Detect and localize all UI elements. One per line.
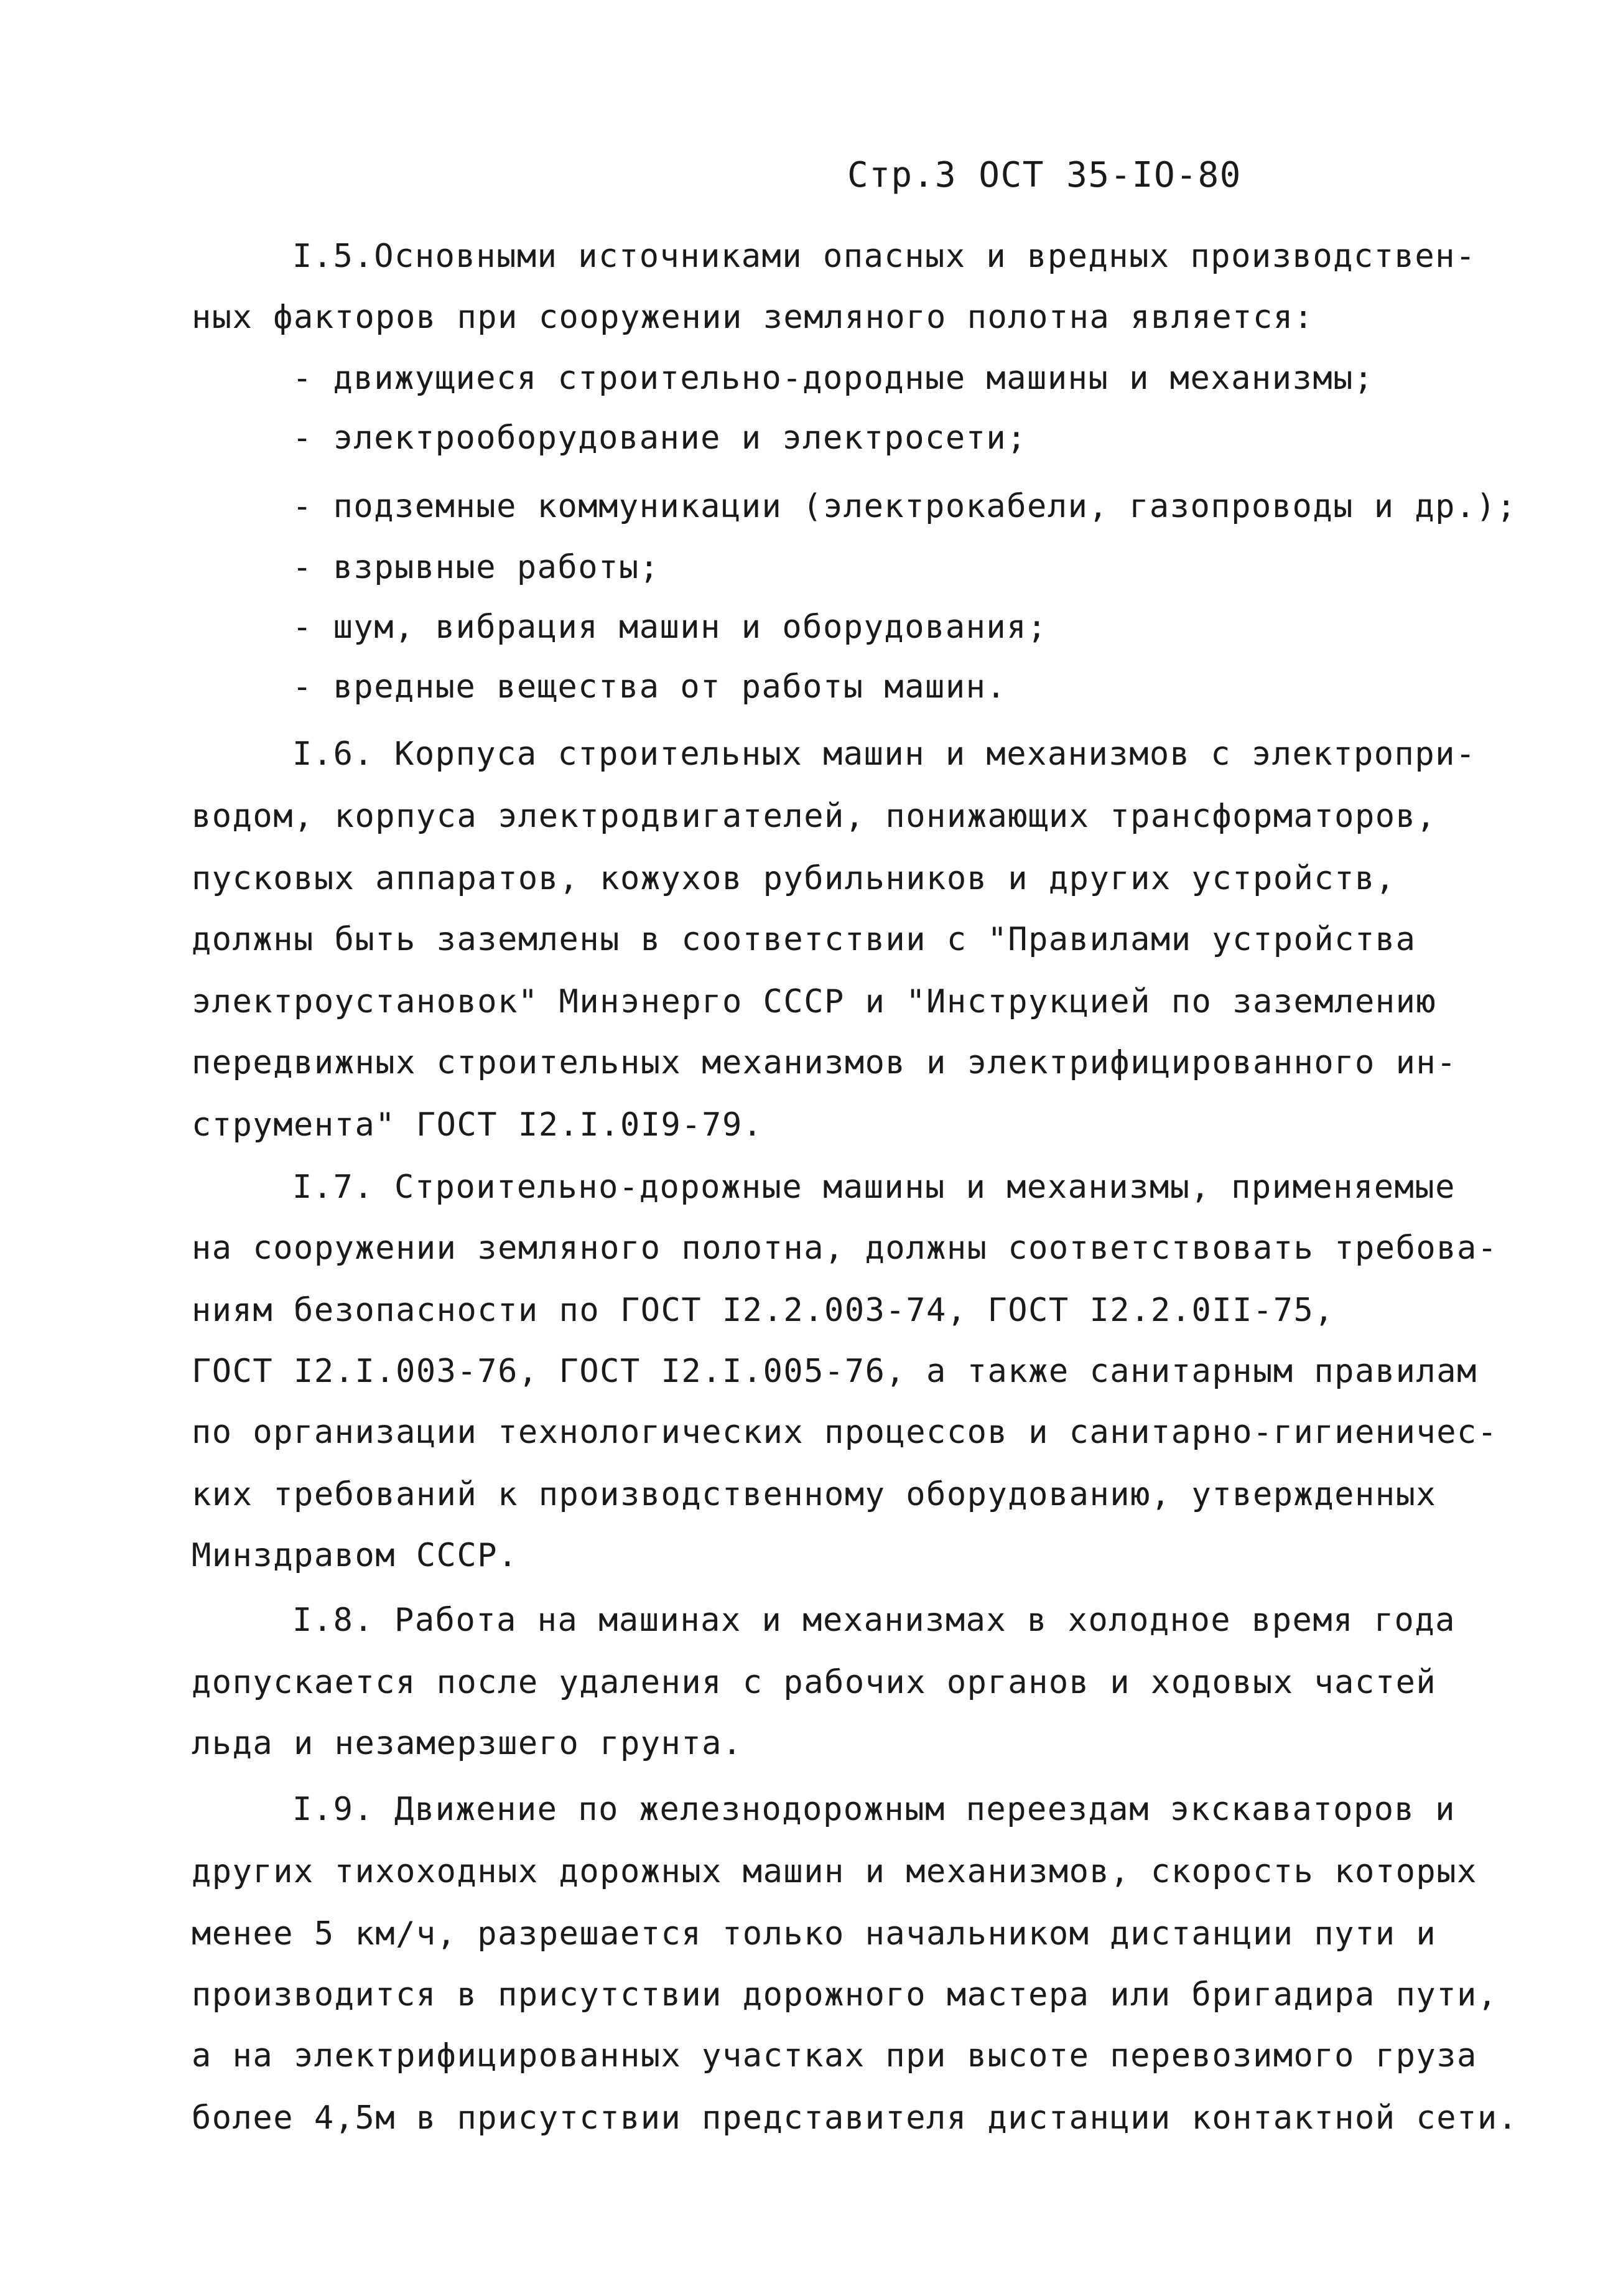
- paragraph-line: на сооружении земляного полотна, должны соответствовать требова-: [192, 1230, 1498, 1267]
- paragraph-line: ких требований к производственному оборудованию, утвержденных: [192, 1476, 1437, 1513]
- list-item: - вредные вещества от работы машин.: [292, 668, 1007, 706]
- paragraph-line: льда и незамерзшего грунта.: [192, 1725, 743, 1762]
- paragraph-line: Минздравом СССР.: [192, 1537, 518, 1574]
- paragraph-line: а на электрифицированных участках при высоте перевозимого груза: [192, 2037, 1477, 2074]
- page-header: Стр.3 ОСТ 35-IO-80: [847, 155, 1242, 195]
- paragraph-line: I.8. Работа на машинах и механизмах в холодное время года: [292, 1602, 1456, 1639]
- paragraph-line: производится в присутствии дорожного мастера или бригадира пути,: [192, 1976, 1498, 2014]
- list-item: - шум, вибрация машин и оборудования;: [292, 609, 1048, 646]
- paragraph-line: ГОСТ I2.I.003-76, ГОСТ I2.I.005-76, а также санитарным правилам: [192, 1353, 1477, 1390]
- list-item: - взрывные работы;: [292, 549, 660, 586]
- paragraph-line: пусковых аппаратов, кожухов рубильников и других устройств,: [192, 860, 1396, 897]
- paragraph-line: водом, корпуса электродвигателей, понижающих трансформаторов,: [192, 798, 1437, 835]
- paragraph-line: I.5.Основными источниками опасных и вредных производствен-: [292, 238, 1476, 275]
- paragraph-line: должны быть заземлены в соответствии с "Правилами устройства: [192, 921, 1416, 958]
- paragraph-line: струмента" ГОСТ I2.I.0I9-79.: [192, 1106, 763, 1144]
- list-item: - движущиеся строительно-дородные машины и механизмы;: [292, 360, 1374, 397]
- paragraph-line: I.7. Строительно-дорожные машины и механизмы, применяемые: [292, 1169, 1456, 1206]
- paragraph-line: по организации технологических процессов и санитарно-гигиеничес-: [192, 1414, 1498, 1451]
- list-item: - электрооборудование и электросети;: [292, 419, 1028, 457]
- paragraph-line: других тихоходных дорожных машин и механизмов, скорость которых: [192, 1853, 1477, 1890]
- paragraph-line: менее 5 км/ч, разрешается только начальником дистанции пути и: [192, 1915, 1437, 1953]
- paragraph-line: I.9. Движение по железнодорожным переездам экскаваторов и: [292, 1791, 1456, 1828]
- paragraph-line: более 4,5м в присутствии представителя дистанции контактной сети.: [192, 2099, 1518, 2137]
- paragraph-line: I.6. Корпуса строительных машин и механизмов с электропри-: [292, 735, 1476, 773]
- paragraph-line: ниям безопасности по ГОСТ I2.2.003-74, ГОСТ I2.2.0II-75,: [192, 1292, 1335, 1329]
- paragraph-line: передвижных строительных механизмов и электрифицированного ин-: [192, 1044, 1457, 1081]
- paragraph-line: допускается после удаления с рабочих органов и ходовых частей: [192, 1664, 1437, 1701]
- paragraph-line: электроустановок" Минэнерго СССР и "Инструкцией по заземлению: [192, 983, 1437, 1020]
- paragraph-line: ных факторов при сооружении земляного полотна является:: [192, 299, 1314, 336]
- list-item: - подземные коммуникации (электрокабели, газопроводы и др.);: [292, 488, 1517, 525]
